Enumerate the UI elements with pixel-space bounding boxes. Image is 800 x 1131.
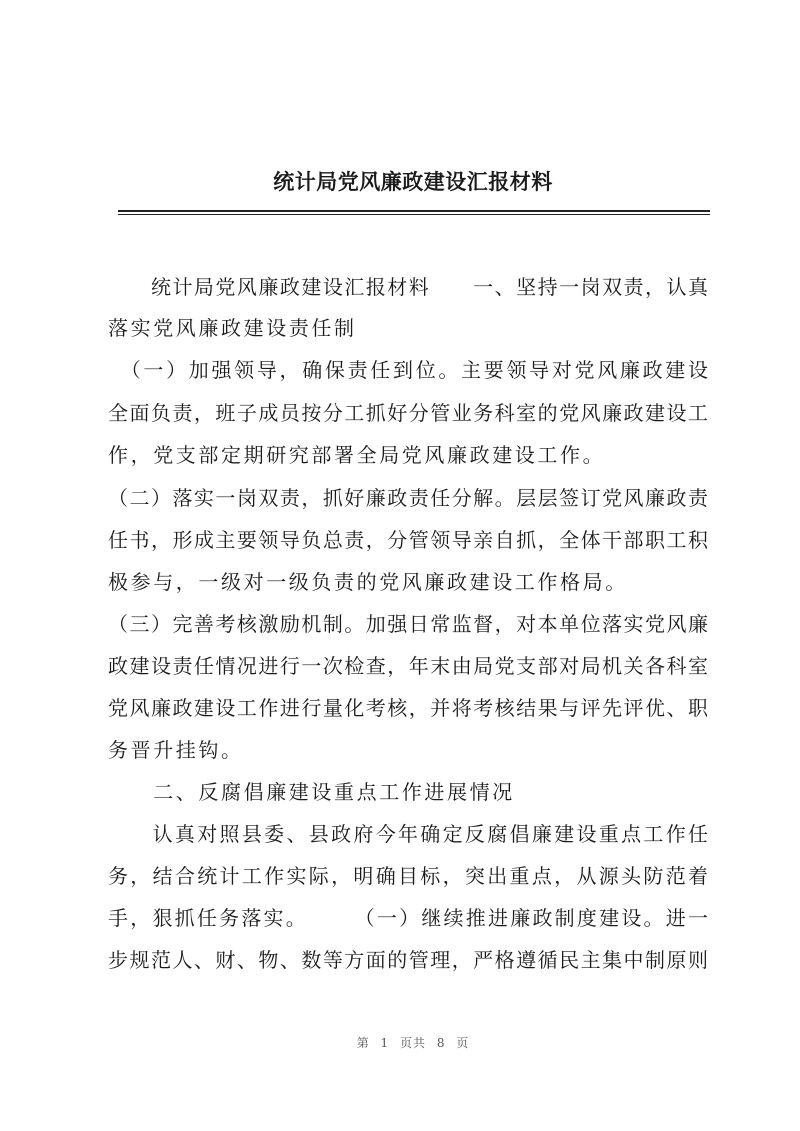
body-line: 二、反腐倡廉建设重点工作进展情况	[108, 780, 515, 804]
body-line: （三）完善考核激励机制。加强日常监督，对本单位落实党风廉	[108, 612, 708, 636]
body-line: （一）加强领导，确保责任到位。主要领导对党风廉政建设	[108, 358, 708, 382]
body-line: 手，狠抓任务落实。 （一）继续推进廉政制度建设。进一	[108, 906, 708, 930]
body-line: 党风廉政建设工作进行量化考核，并将考核结果与评先评优、职	[108, 696, 708, 720]
body-line: 步规范人、财、物、数等方面的管理，严格遵循民主集中制原则	[108, 948, 708, 972]
page-number-footer: 第 1 页共 8 页	[356, 1036, 470, 1050]
body-line: 认真对照县委、县政府今年确定反腐倡廉建设重点工作任	[108, 822, 708, 846]
body-line: 落实党风廉政建设责任制	[108, 316, 357, 340]
title-divider-thick	[118, 210, 710, 212]
document-title: 统计局党风廉政建设汇报材料	[273, 170, 553, 194]
body-line: 务晋升挂钩。	[108, 738, 244, 762]
body-line: 政建设责任情况进行一次检查，年末由局党支部对局机关各科室	[108, 654, 708, 678]
title-divider-thin	[118, 214, 710, 215]
body-line: 统计局党风廉政建设汇报材料 一、坚持一岗双责，认真	[108, 275, 708, 299]
body-line: 极参与，一级对一级负责的党风廉政建设工作格局。	[108, 570, 628, 594]
body-line: （二）落实一岗双责，抓好廉政责任分解。层层签订党风廉政责	[108, 486, 708, 510]
body-line: 作，党支部定期研究部署全局党风廉政建设工作。	[108, 443, 606, 467]
body-line: 务，结合统计工作实际，明确目标，突出重点，从源头防范着	[108, 864, 708, 888]
body-line: 任书，形成主要领导负总责，分管领导亲自抓，全体干部职工积	[108, 528, 708, 552]
body-line: 全面负责，班子成员按分工抓好分管业务科室的党风廉政建设工	[108, 401, 708, 425]
